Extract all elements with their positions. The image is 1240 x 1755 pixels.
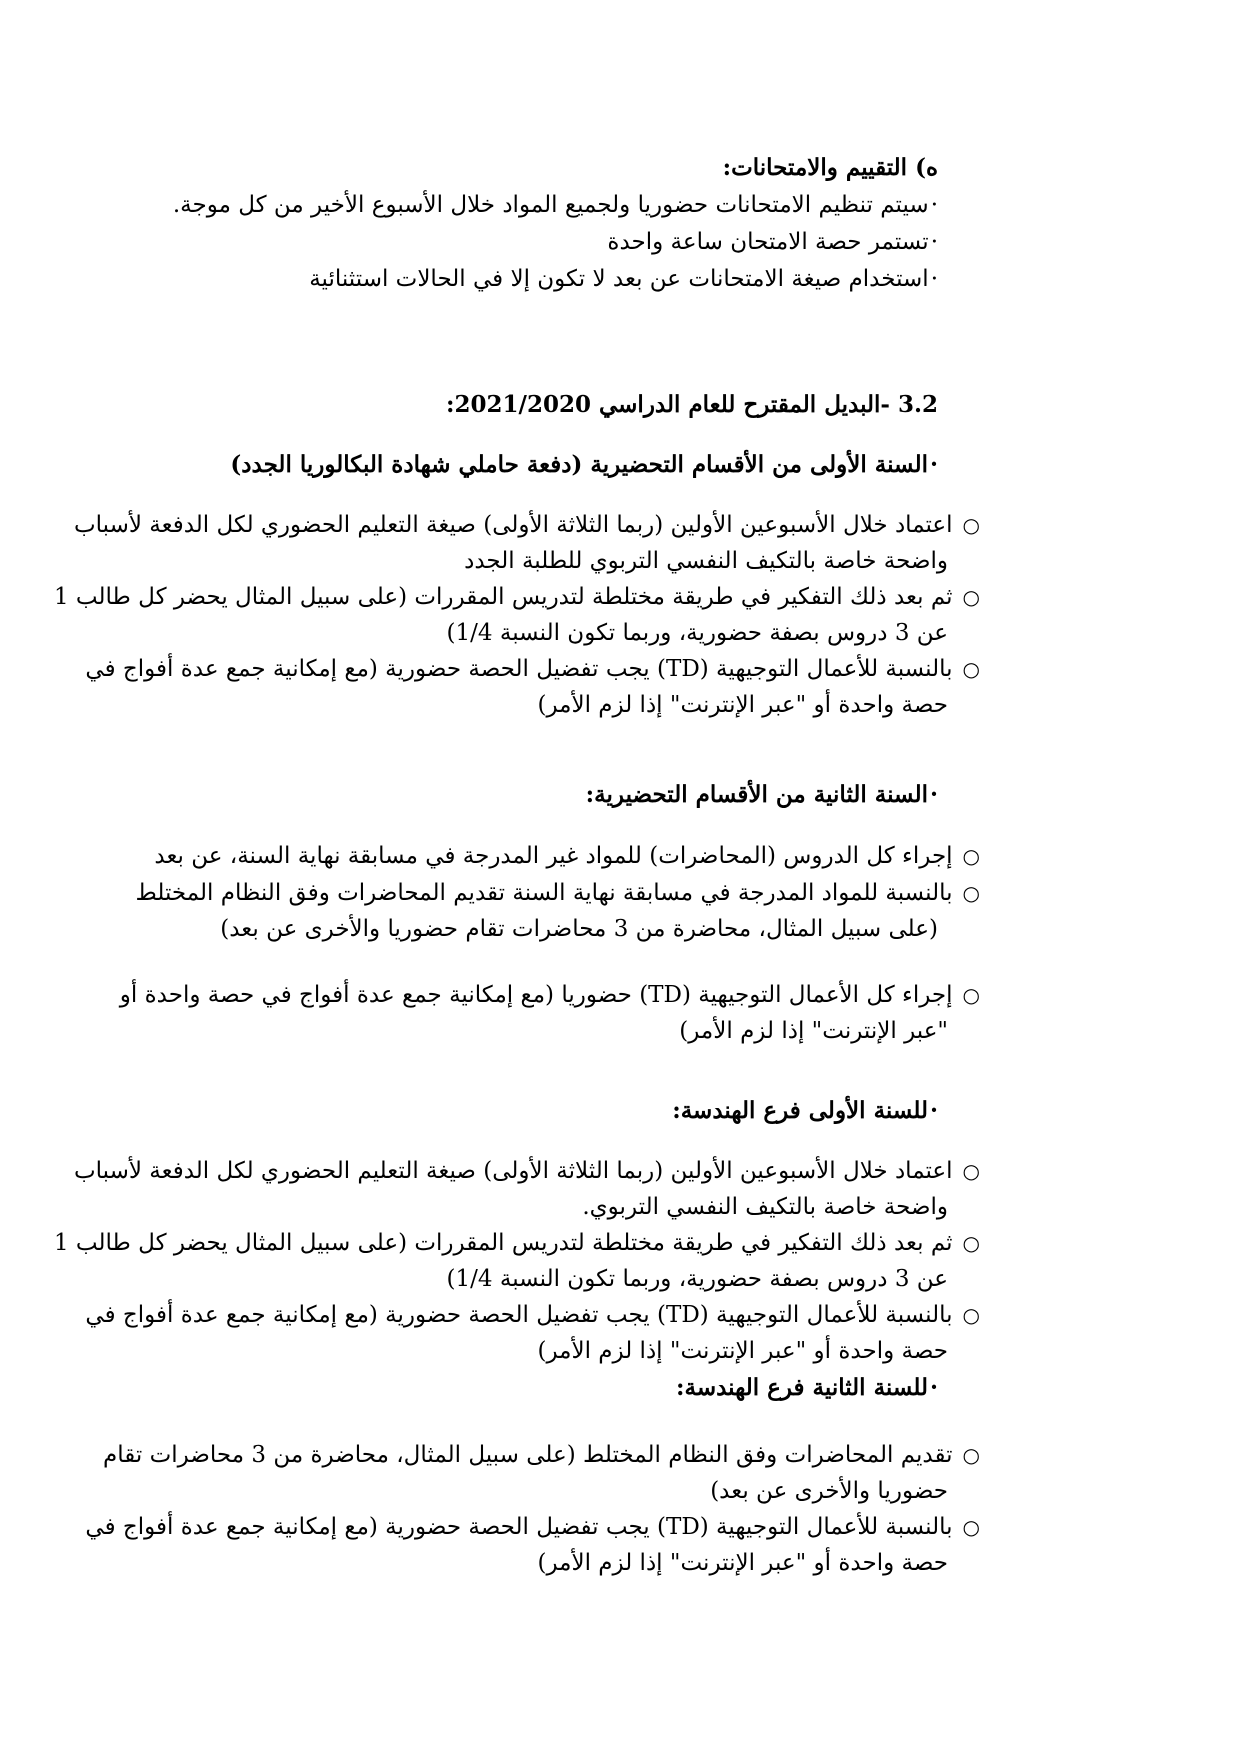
circle-bullet-icon: ○ <box>962 881 980 905</box>
year1-prep-heading-text: السنة الأولى من الأقسام التحضيرية (دفعة حاملي شهادة البكالوريا الجدد) <box>230 451 928 478</box>
circle-bullet-icon: ○ <box>962 1443 980 1467</box>
year2-item-2-line-2-text: (على سبيل المثال، محاضرة من 3 محاضرات تقام حضوريا والأخرى عن بعد) <box>220 916 938 942</box>
year1-item-3-line-1-text: بالنسبة للأعمال التوجيهية (TD) يجب تفضيل الحصة حضورية (مع إمكانية جمع عدة أفواج في <box>85 656 953 682</box>
eng1-item-2-line-1-text: ثم بعد ذلك التفكير في طريقة مختلطة لتدريس المقررات (على سبيل المثال يحضر كل طالب 1 <box>53 1230 953 1256</box>
circle-bullet-icon: ○ <box>962 983 980 1007</box>
eval-bullet-1 <box>173 187 938 223</box>
year1-item-1-line-1-text: اعتماد خلال الأسبوعين الأولين (ربما الثلاثة الأولى) صيغة التعليم الحضوري لكل الدفعة لأسباب <box>73 512 953 538</box>
circle-bullet-icon: ○ <box>962 657 980 681</box>
eng1-item-1-line-1 <box>74 1153 980 1189</box>
year2-item-3-line-1 <box>120 977 980 1013</box>
eng1-heading <box>672 1093 938 1129</box>
eng2-heading-text: للسنة الثانية فرع الهندسة: <box>676 1374 928 1401</box>
eval-bullet-1-text: سيتم تنظيم الامتحانات حضوريا ولجميع المواد خلال الأسبوع الأخير من كل موجة. <box>172 192 929 218</box>
year2-prep-heading <box>586 777 938 813</box>
bullet-dot-icon: · <box>929 1097 938 1124</box>
eng2-item-1-line-1 <box>103 1437 980 1473</box>
year2-item-1 <box>154 838 980 874</box>
eng1-item-3-line-1-text: بالنسبة للأعمال التوجيهية (TD) يجب تفضيل الحصة حضورية (مع إمكانية جمع عدة أفواج في <box>85 1302 953 1328</box>
eng2-item-1-line-1-text: تقديم المحاضرات وفق النظام المختلط (على سبيل المثال، محاضرة من 3 محاضرات تقام <box>103 1442 953 1468</box>
eng1-item-2-line-2 <box>447 1261 948 1297</box>
eval-heading <box>723 150 938 186</box>
year1-item-1-line-2 <box>464 543 948 579</box>
year2-item-3-line-2-text: "عبر الإنترنت" إذا لزم الأمر) <box>679 1018 948 1044</box>
eng2-heading <box>676 1370 938 1406</box>
year2-item-2-line-2 <box>220 911 938 947</box>
eval-bullet-3-text: استخدام صيغة الامتحانات عن بعد لا تكون إلا في الحالات استثنائية <box>309 266 929 292</box>
eng1-item-3-line-1 <box>85 1297 980 1333</box>
eval-bullet-3 <box>309 261 938 297</box>
year1-item-3-line-1 <box>85 651 980 687</box>
circle-bullet-icon: ○ <box>962 585 980 609</box>
eng1-item-2-line-2-text: عن 3 دروس بصفة حضورية، وربما تكون النسبة 1/4) <box>446 1266 948 1292</box>
year1-item-2-line-1 <box>54 579 980 615</box>
eng2-item-2-line-2 <box>538 1545 949 1581</box>
eng1-item-3-line-2 <box>538 1333 949 1369</box>
year2-item-2-line-1 <box>136 875 980 911</box>
eval-bullet-2-text: تستمر حصة الامتحان ساعة واحدة <box>607 229 929 255</box>
year2-prep-heading-text: السنة الثانية من الأقسام التحضيرية: <box>585 781 928 808</box>
eng2-item-2-line-2-text: حصة واحدة أو "عبر الإنترنت" إذا لزم الأمر) <box>537 1550 948 1576</box>
bullet-dot-icon: · <box>930 229 938 255</box>
bullet-dot-icon: · <box>929 451 938 478</box>
eng1-heading-text: للسنة الأولى فرع الهندسة: <box>672 1097 928 1124</box>
eng2-item-2-line-1 <box>85 1509 980 1545</box>
circle-bullet-icon: ○ <box>962 1159 980 1183</box>
year1-item-2-line-1-text: ثم بعد ذلك التفكير في طريقة مختلطة لتدريس المقررات (على سبيل المثال يحضر كل طالب 1 <box>53 584 953 610</box>
bullet-dot-icon: · <box>930 266 938 292</box>
circle-bullet-icon: ○ <box>962 844 980 868</box>
eng1-item-1-line-1-text: اعتماد خلال الأسبوعين الأولين (ربما الثلاثة الأولى) صيغة التعليم الحضوري لكل الدفعة لأسباب <box>73 1158 953 1184</box>
year1-item-2-line-2 <box>447 615 948 651</box>
eng1-item-2-line-1 <box>54 1225 980 1261</box>
bullet-dot-icon: · <box>930 192 938 218</box>
section-3-2-heading-text: 3.2 -البديل المقترح للعام الدراسي 2021/2020: <box>446 391 938 418</box>
eng1-item-1-line-2 <box>582 1189 948 1225</box>
section-3-2-heading <box>446 387 938 423</box>
bullet-dot-icon: · <box>929 781 938 808</box>
year2-item-3-line-2 <box>679 1013 948 1049</box>
bullet-dot-icon: · <box>929 1374 938 1401</box>
eng2-item-2-line-1-text: بالنسبة للأعمال التوجيهية (TD) يجب تفضيل الحصة حضورية (مع إمكانية جمع عدة أفواج في <box>85 1514 953 1540</box>
eng1-item-1-line-2-text: واضحة خاصة بالتكيف النفسي التربوي. <box>582 1194 948 1220</box>
year2-item-1-text: إجراء كل الدروس (المحاضرات) للمواد غير المدرجة في مسابقة نهاية السنة، عن بعد <box>154 843 953 869</box>
circle-bullet-icon: ○ <box>962 1231 980 1255</box>
year1-item-1-line-2-text: واضحة خاصة بالتكيف النفسي التربوي للطلبة الجدد <box>464 548 948 574</box>
year2-item-3-line-1-text: إجراء كل الأعمال التوجيهية (TD) حضوريا (مع إمكانية جمع عدة أفواج في حصة واحدة أو <box>119 982 953 1008</box>
eng2-item-1-line-2 <box>710 1473 948 1509</box>
year1-item-1-line-1 <box>74 507 980 543</box>
year2-item-2-line-1-text: بالنسبة للمواد المدرجة في مسابقة نهاية السنة تقديم المحاضرات وفق النظام المختلط <box>135 880 953 906</box>
year1-prep-heading <box>230 447 938 483</box>
circle-bullet-icon: ○ <box>962 513 980 537</box>
year1-item-2-line-2-text: عن 3 دروس بصفة حضورية، وربما تكون النسبة 1/4) <box>446 620 948 646</box>
circle-bullet-icon: ○ <box>962 1303 980 1327</box>
circle-bullet-icon: ○ <box>962 1515 980 1539</box>
eng2-item-1-line-2-text: حضوريا والأخرى عن بعد) <box>710 1478 948 1504</box>
eval-bullet-2 <box>607 224 938 260</box>
year1-item-3-line-2 <box>538 687 949 723</box>
eval-heading-text: ه) التقييم والامتحانات: <box>722 154 938 181</box>
year1-item-3-line-2-text: حصة واحدة أو "عبر الإنترنت" إذا لزم الأمر) <box>537 692 948 718</box>
eng1-item-3-line-2-text: حصة واحدة أو "عبر الإنترنت" إذا لزم الأمر) <box>537 1338 948 1364</box>
